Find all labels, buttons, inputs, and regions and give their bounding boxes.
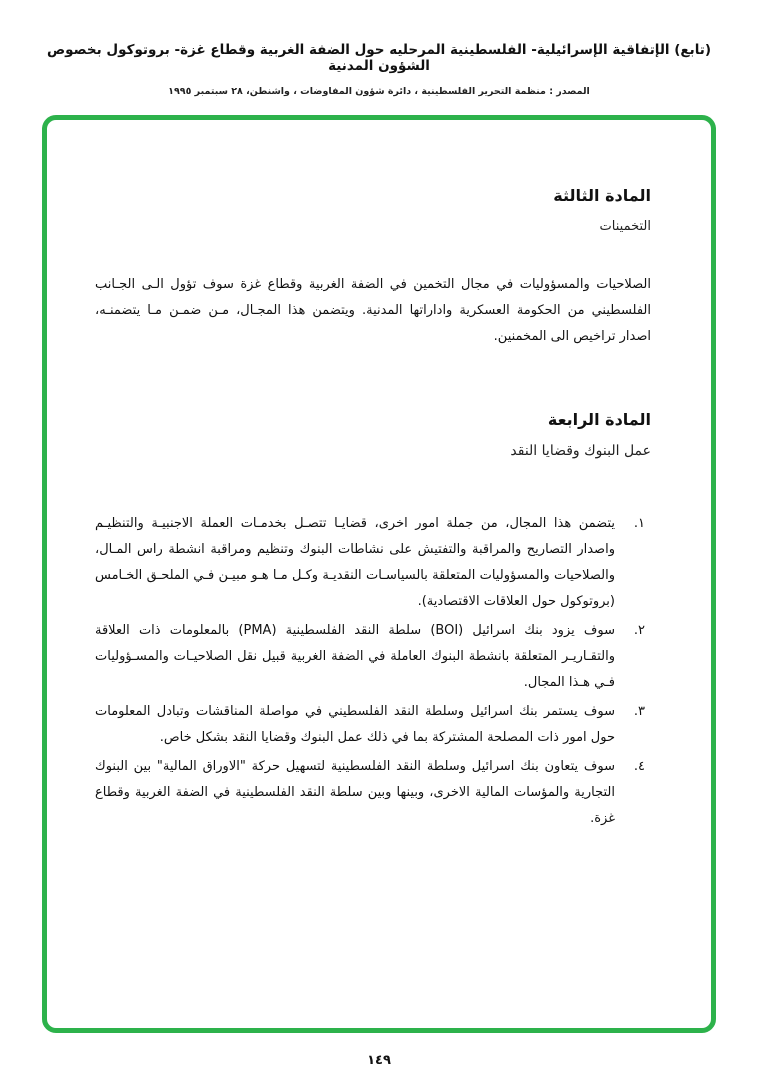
page-number: ١٤٩	[367, 1053, 391, 1068]
article-three-paragraph: الصلاحيات والمسؤوليات في مجال التخمين في الضفة الغربية وقطاع غزة سوف تؤول الـى الجـانب الفلسطيني من الحكومة العسكرية واداراتها المدنية. ويتضمن هذا المجـال، مـن ضمـن مـا يتضمنـه، اصدار تراخيص الى المخمنين.	[95, 277, 651, 344]
list-item-text: يتضمن هذا المجال، من جملة امور اخرى، قضايـا تتصـل بخدمـات العملة الاجنبيـة والتنظيـم واصدار التصاريح والمراقبة والتفتيش على نشاطات البنوك وتنظيم ومراقبة انشطة راس المـال، والصلاحيات والمسؤوليات المتعلقة بالسياسـات النقديـة وكـل مـا هـو مبيـن فـي الملحـق الخـامس (بروتوكول حول العلاقات الاقتصادية).	[95, 516, 615, 609]
list-item	[95, 754, 645, 832]
document-title: (تابع) الإتفاقية الإسرائيلية- الفلسطينية المرحليه حول الضفة الغربية وقطاع غزة- بروتوكول بخصوص الشؤون المدنية	[47, 42, 711, 74]
list-item-number: ٣.	[633, 704, 645, 719]
article-three-section	[95, 186, 651, 350]
list-item-number: ١.	[633, 516, 645, 531]
list-item-text: سوف يزود بنك اسرائيل (BOI) سلطة النقد الفلسطينية (PMA) بالمعلومات ذات العلاقة والتقـاريـر المتعلقة بانشطة البنوك العاملة في الضفة الغربية قبيل نقل الصلاحيـات والمسـؤوليات فـي هـذا المجال.	[95, 623, 615, 690]
list-item-number: ٤.	[633, 759, 645, 774]
list-item-number: ٢.	[633, 623, 645, 638]
document-source: المصدر : منظمة التحرير الفلسطينية ، دائرة شؤون المفاوضات ، واشنطن، ٢٨ سبتمبر ١٩٩٥	[168, 86, 590, 97]
article-four-items	[95, 511, 651, 832]
article-four-subtitle: عمل البنوك وقضايا النقد	[510, 443, 651, 459]
document-header	[0, 42, 758, 97]
list-item-text: سوف يستمر بنك اسرائيل وسلطة النقد الفلسطيني في مواصلة المناقشات وتبادل المعلومات حول امور ذات المصلحة المشتركة بما في ذلك عمل البنوك وقضايا النقد بشكل خاص.	[95, 704, 615, 745]
article-four-section	[95, 410, 651, 832]
list-item	[95, 511, 645, 615]
article-three-subtitle: التخمينات	[599, 219, 651, 234]
page-footer	[0, 1049, 758, 1068]
list-item	[95, 699, 645, 751]
green-border-frame	[42, 115, 716, 1033]
list-item-text: سوف يتعاون بنك اسرائيل وسلطة النقد الفلسطينية لتسهيل حركة "الاوراق المالية" بين البنوك التجارية والمؤسات المالية الاخرى، وبينها وبين سلطة النقد الفلسطينية في الضفة الغربية وقطاع غزة.	[95, 759, 615, 826]
article-three-title: المادة الثالثة	[553, 186, 651, 205]
list-item	[95, 618, 645, 696]
article-four-title: المادة الرابعة	[547, 410, 651, 429]
